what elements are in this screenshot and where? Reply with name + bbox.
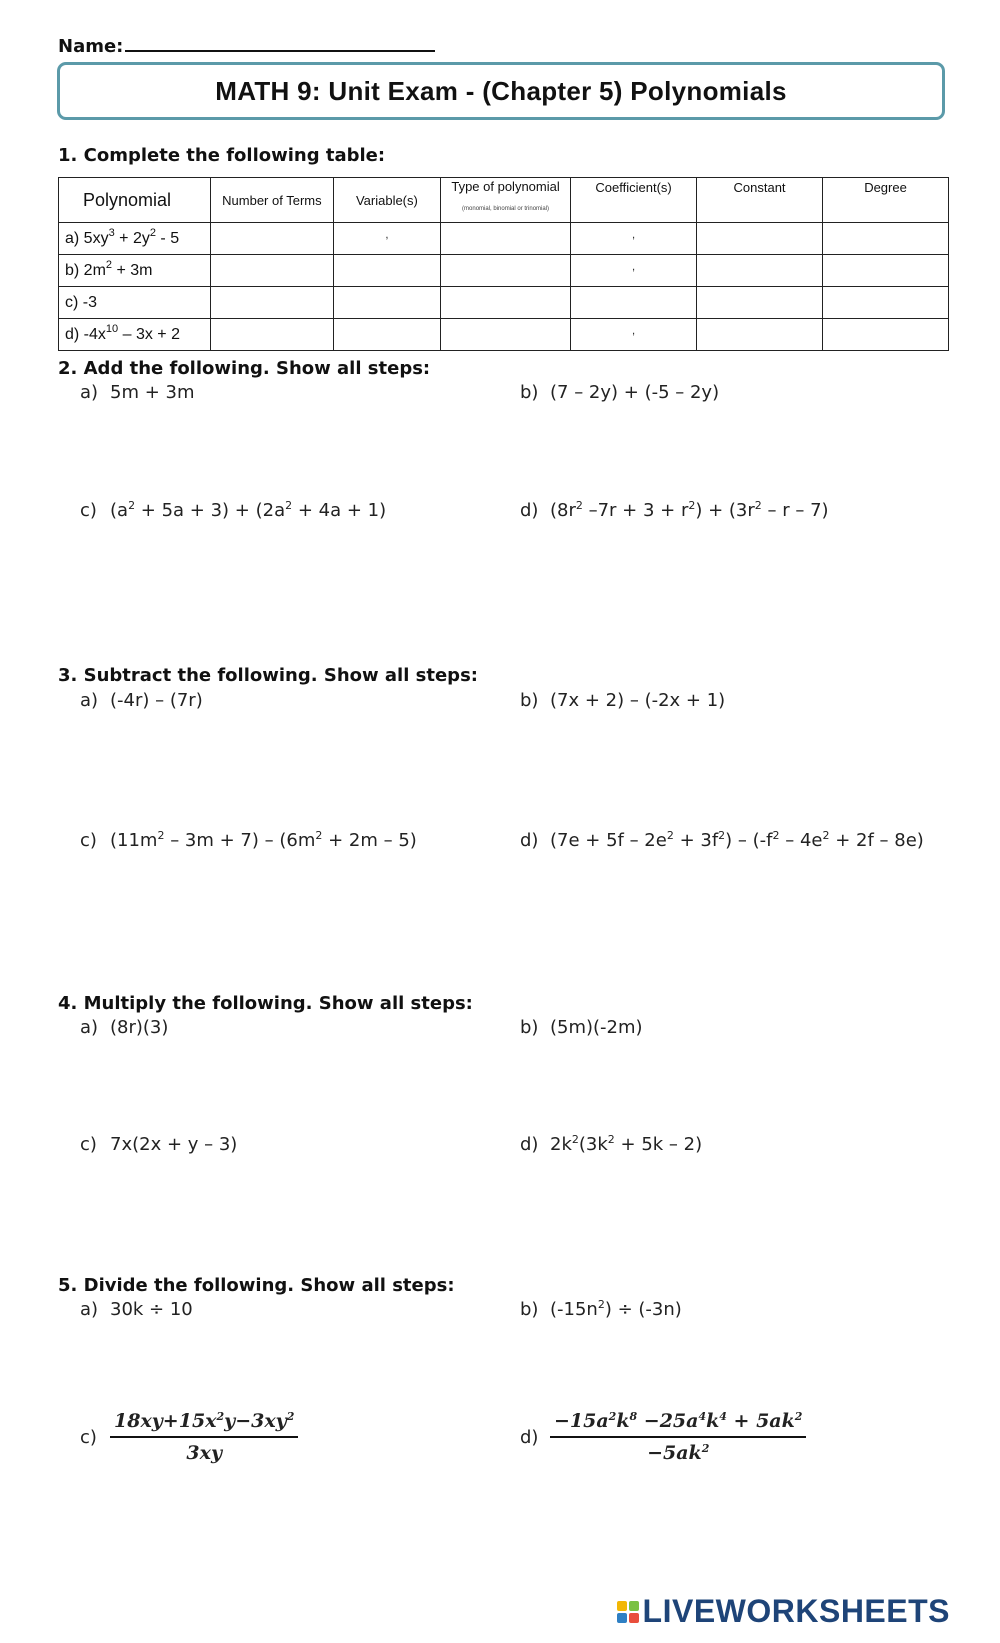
- answer-cell-variables[interactable]: [333, 319, 440, 351]
- q2b-problem: b) (7 – 2y) + (-5 – 2y): [520, 382, 720, 403]
- logo-text: LIVEWORKSHEETS: [642, 1593, 950, 1629]
- answer-cell-type[interactable]: [441, 287, 571, 319]
- name-field[interactable]: [58, 34, 435, 57]
- answer-cell-constant[interactable]: [697, 255, 823, 287]
- table-row: [59, 223, 949, 255]
- q4-heading: 4. Multiply the following. Show all steps:: [58, 993, 473, 1014]
- q2d-problem: d) ($8r^2$ $-7r + 3 + r^2) + (3r^2 - r - 7)$: [520, 499, 829, 521]
- q3-heading: 3. Subtract the following. Show all steps:: [58, 665, 478, 686]
- polynomial-table: [58, 177, 949, 351]
- answer-cell-constant[interactable]: [697, 319, 823, 351]
- table-row: [59, 287, 949, 319]
- q3d-problem: d) $(7e + 5f - 2e^2 + 3f^2) - (-f^2 - 4e^2 + 2f - 8e)$: [520, 829, 924, 851]
- q5c-label: c): [80, 1426, 97, 1448]
- table-header-row: [59, 178, 949, 223]
- polynomial-cell: a) $5xy^3 + 2y^2 - 5$: [59, 223, 211, 255]
- answer-cell-terms[interactable]: [210, 287, 333, 319]
- q5-heading: 5. Divide the following. Show all steps:: [58, 1275, 455, 1296]
- q5a-problem: a) 30k ÷ 10: [80, 1299, 193, 1320]
- answer-cell-constant[interactable]: [697, 223, 823, 255]
- answer-cell-constant[interactable]: [697, 287, 823, 319]
- q5c-denominator: 3xy: [186, 1442, 222, 1464]
- q5d-denominator: $-5ak^2$: [647, 1442, 710, 1464]
- answer-cell-coefficients[interactable]: [571, 287, 697, 319]
- q4d-problem: d) $2k^2(3k^2 + 5k - 2)$: [520, 1133, 703, 1155]
- answer-cell-coefficients[interactable]: ,: [571, 223, 697, 255]
- col-degree: Degree: [823, 178, 949, 223]
- answer-cell-terms[interactable]: [210, 255, 333, 287]
- col-variables: Variable(s): [333, 178, 440, 223]
- answer-cell-coefficients[interactable]: ,: [571, 255, 697, 287]
- answer-cell-variables[interactable]: [333, 255, 440, 287]
- q3b-problem: b) (7x + 2) – (-2x + 1): [520, 690, 726, 711]
- col-type-note: (monomial, binomial or trinomial): [462, 205, 550, 212]
- answer-cell-variables[interactable]: ,: [333, 223, 440, 255]
- q5d-fraction: [550, 1410, 806, 1464]
- answer-cell-type[interactable]: [441, 223, 571, 255]
- polynomial-cell: d) $-4x^{10} - 3x + 2$: [59, 319, 211, 351]
- polynomial-cell: b) $2m^2 + 3m$: [59, 255, 211, 287]
- logo-blocks-icon: [617, 1601, 639, 1623]
- col-constant: Constant: [697, 178, 823, 223]
- q2a-problem: a) 5m + 3m: [80, 382, 195, 403]
- q5d-numerator: $-15a^2k^8 -25a^4k^4 + 5ak^2$: [550, 1410, 806, 1438]
- answer-cell-coefficients[interactable]: ,: [571, 319, 697, 351]
- liveworksheets-logo: [617, 1593, 950, 1630]
- q4c-problem: c) 7x(2x + y – 3): [80, 1134, 238, 1155]
- polynomial-cell: c) -3: [59, 287, 211, 319]
- q2-heading: 2. Add the following. Show all steps:: [58, 358, 431, 379]
- col-number-of-terms: Number of Terms: [210, 178, 333, 223]
- q4a-problem: a) (8r)(3): [80, 1017, 169, 1038]
- q5d-label: d): [520, 1426, 539, 1448]
- answer-cell-degree[interactable]: [823, 287, 949, 319]
- answer-cell-degree[interactable]: [823, 255, 949, 287]
- q5c-fraction: [110, 1410, 298, 1464]
- q4b-problem: b) (5m)(-2m): [520, 1017, 643, 1038]
- q5c-numerator: $18xy+15x^2y-3xy^2$: [110, 1410, 298, 1438]
- col-coefficients: Coefficient(s): [571, 178, 697, 223]
- q1-heading: 1. Complete the following table:: [58, 145, 386, 166]
- table-row: [59, 255, 949, 287]
- col-type: [441, 178, 571, 223]
- col-polynomial: Polynomial: [59, 178, 211, 223]
- name-blank-line[interactable]: [125, 34, 435, 52]
- name-label: Name:: [58, 36, 124, 57]
- answer-cell-degree[interactable]: [823, 319, 949, 351]
- col-type-label: Type of polynomial: [451, 178, 560, 194]
- table-row: [59, 319, 949, 351]
- answer-cell-type[interactable]: [441, 319, 571, 351]
- answer-cell-terms[interactable]: [210, 319, 333, 351]
- exam-title-box: [57, 62, 945, 120]
- q5b-problem: b) $(-15n^2) \div (-3n)$: [520, 1298, 682, 1320]
- q5d-problem: [520, 1410, 806, 1464]
- exam-title: MATH 9: Unit Exam - (Chapter 5) Polynomials: [215, 75, 787, 106]
- answer-cell-degree[interactable]: [823, 223, 949, 255]
- q3c-problem: c) $(11m^2 - 3m + 7) - (6m^2 + 2m - 5)$: [80, 829, 417, 851]
- q2c-problem: c) $(a^2 + 5a + 3) + (2a^2 + 4a + 1)$: [80, 499, 387, 521]
- q5c-problem: [80, 1410, 298, 1464]
- answer-cell-variables[interactable]: [333, 287, 440, 319]
- answer-cell-type[interactable]: [441, 255, 571, 287]
- answer-cell-terms[interactable]: [210, 223, 333, 255]
- q3a-problem: a) (-4r) – (7r): [80, 690, 203, 711]
